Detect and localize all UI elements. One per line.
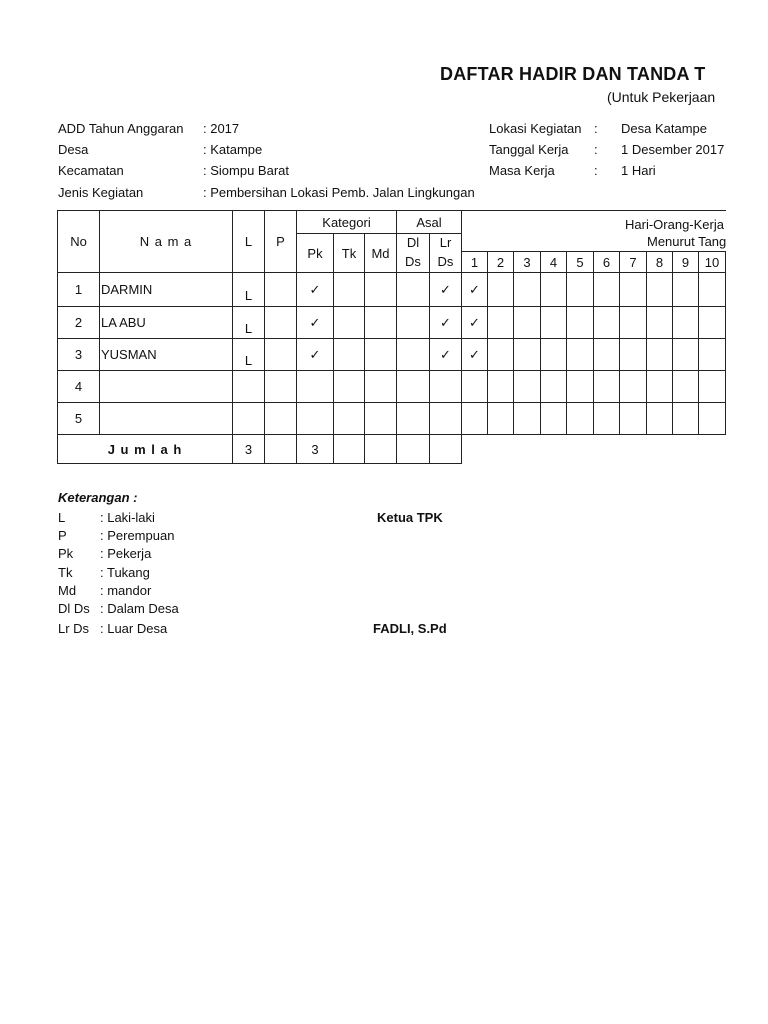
- row-day1-check: ✓: [469, 314, 480, 330]
- info-label-jenis: Jenis Kegiatan: [58, 185, 144, 200]
- row-pk-check: ✓: [309, 281, 321, 297]
- legend-code: Dl Ds: [58, 601, 90, 616]
- row-l: L: [244, 288, 253, 303]
- document-subtitle: (Untuk Pekerjaan: [607, 89, 716, 105]
- grid-vline: [487, 251, 488, 435]
- row-no: 1: [74, 282, 83, 297]
- legend-code: Pk: [58, 546, 74, 561]
- day-header: 4: [549, 254, 558, 270]
- info-label-lokasi: Lokasi Kegiatan: [489, 121, 582, 136]
- legend-code: P: [58, 528, 67, 543]
- col-header-asal: Asal: [416, 214, 442, 230]
- info-colon-lokasi: :: [594, 121, 598, 136]
- day-header: 7: [629, 254, 637, 270]
- info-value-jenis: : Pembersihan Lokasi Pemb. Jalan Lingkungan: [203, 185, 475, 200]
- legend-title: Keterangan :: [58, 490, 138, 505]
- day-header: 9: [681, 254, 690, 270]
- legend-desc: : mandor: [100, 583, 152, 598]
- col-header-kategori: Kategori: [322, 214, 371, 230]
- info-colon-tanggal: :: [594, 142, 598, 157]
- legend-code: L: [58, 510, 66, 525]
- signature-role: Ketua TPK: [377, 510, 443, 525]
- col-header-l: L: [244, 234, 253, 249]
- grid-hline: [57, 370, 726, 371]
- row-lr-check: ✓: [440, 346, 451, 362]
- info-label-desa: Desa: [58, 142, 89, 157]
- row-no: 2: [74, 315, 83, 330]
- row-day1-check: ✓: [469, 281, 480, 297]
- info-value-desa: : Katampe: [203, 142, 263, 157]
- grid-hline: [57, 463, 462, 464]
- col-header-dl: Dl: [406, 235, 420, 250]
- total-label: J u m l a h: [107, 441, 183, 457]
- day-header: 1: [470, 254, 479, 270]
- day-header: 2: [496, 254, 505, 270]
- col-header-tanggal: Menurut Tang: [647, 234, 726, 249]
- grid-hline: [57, 402, 726, 403]
- grid-vline: [672, 251, 673, 435]
- grid-vline: [725, 251, 726, 435]
- document-title: DAFTAR HADIR DAN TANDA T: [440, 64, 706, 84]
- col-header-lr: Lr: [439, 235, 452, 250]
- row-no: 3: [74, 347, 83, 362]
- row-lr-check: ✓: [440, 314, 451, 330]
- col-header-nama: N a m a: [139, 234, 193, 249]
- info-value-kecamatan: : Siompu Barat: [203, 163, 289, 178]
- signature-name: FADLI, S.Pd: [373, 621, 447, 636]
- grid-vline: [593, 251, 594, 435]
- col-header-lr-ds: Ds: [437, 254, 454, 269]
- info-value-masa: 1 Hari: [621, 163, 656, 178]
- col-header-hok: Hari-Orang-Kerja: [625, 217, 724, 232]
- col-header-p: P: [276, 234, 285, 249]
- col-header-no: No: [70, 234, 87, 249]
- info-label-tanggal: Tanggal Kerja: [489, 142, 569, 157]
- grid-vline: [566, 251, 567, 435]
- row-day1-check: ✓: [469, 346, 480, 362]
- day-header: 3: [523, 254, 531, 270]
- info-value-tanggal: 1 Desember 2017: [621, 142, 725, 157]
- row-l: L: [244, 321, 253, 336]
- grid-vline: [513, 251, 514, 435]
- col-header-dl-ds: Ds: [405, 254, 421, 269]
- grid-vline: [646, 251, 647, 435]
- day-header: 5: [576, 254, 584, 270]
- row-no: 4: [74, 379, 83, 394]
- day-header: 8: [655, 254, 664, 270]
- info-value-tahun: : 2017: [203, 121, 240, 136]
- legend-desc: : Laki-laki: [100, 510, 155, 525]
- legend-code: Lr Ds: [58, 621, 90, 636]
- info-label-masa: Masa Kerja: [489, 163, 555, 178]
- grid-vline: [619, 251, 620, 435]
- info-value-lokasi: Desa Katampe: [621, 121, 707, 136]
- info-label-kecamatan: Kecamatan: [58, 163, 124, 178]
- day-header: 10: [704, 254, 720, 270]
- col-header-tk: Tk: [341, 245, 357, 261]
- row-no: 5: [74, 411, 83, 426]
- info-colon-masa: :: [594, 163, 598, 178]
- row-lr-check: ✓: [440, 281, 451, 297]
- legend-code: Md: [58, 583, 77, 598]
- legend-desc: : Tukang: [100, 565, 150, 580]
- row-pk-check: ✓: [309, 346, 321, 362]
- total-l: 3: [244, 441, 253, 457]
- row-nama: LA ABU: [101, 315, 146, 330]
- row-nama: YUSMAN: [101, 347, 157, 362]
- total-pk: 3: [311, 441, 319, 457]
- legend-code: Tk: [58, 565, 73, 580]
- legend-desc: : Dalam Desa: [100, 601, 179, 616]
- row-nama: DARMIN: [101, 282, 153, 297]
- legend-desc: : Perempuan: [100, 528, 175, 543]
- legend-desc: : Pekerja: [100, 546, 152, 561]
- grid-vline: [540, 251, 541, 435]
- col-header-pk: Pk: [307, 245, 323, 261]
- row-l: L: [244, 353, 253, 368]
- grid-vline: [698, 251, 699, 435]
- col-header-md: Md: [371, 245, 390, 261]
- legend-desc: : Luar Desa: [100, 621, 168, 636]
- info-label-tahun: ADD Tahun Anggaran: [58, 121, 184, 136]
- row-pk-check: ✓: [309, 314, 321, 330]
- day-header: 6: [602, 254, 611, 270]
